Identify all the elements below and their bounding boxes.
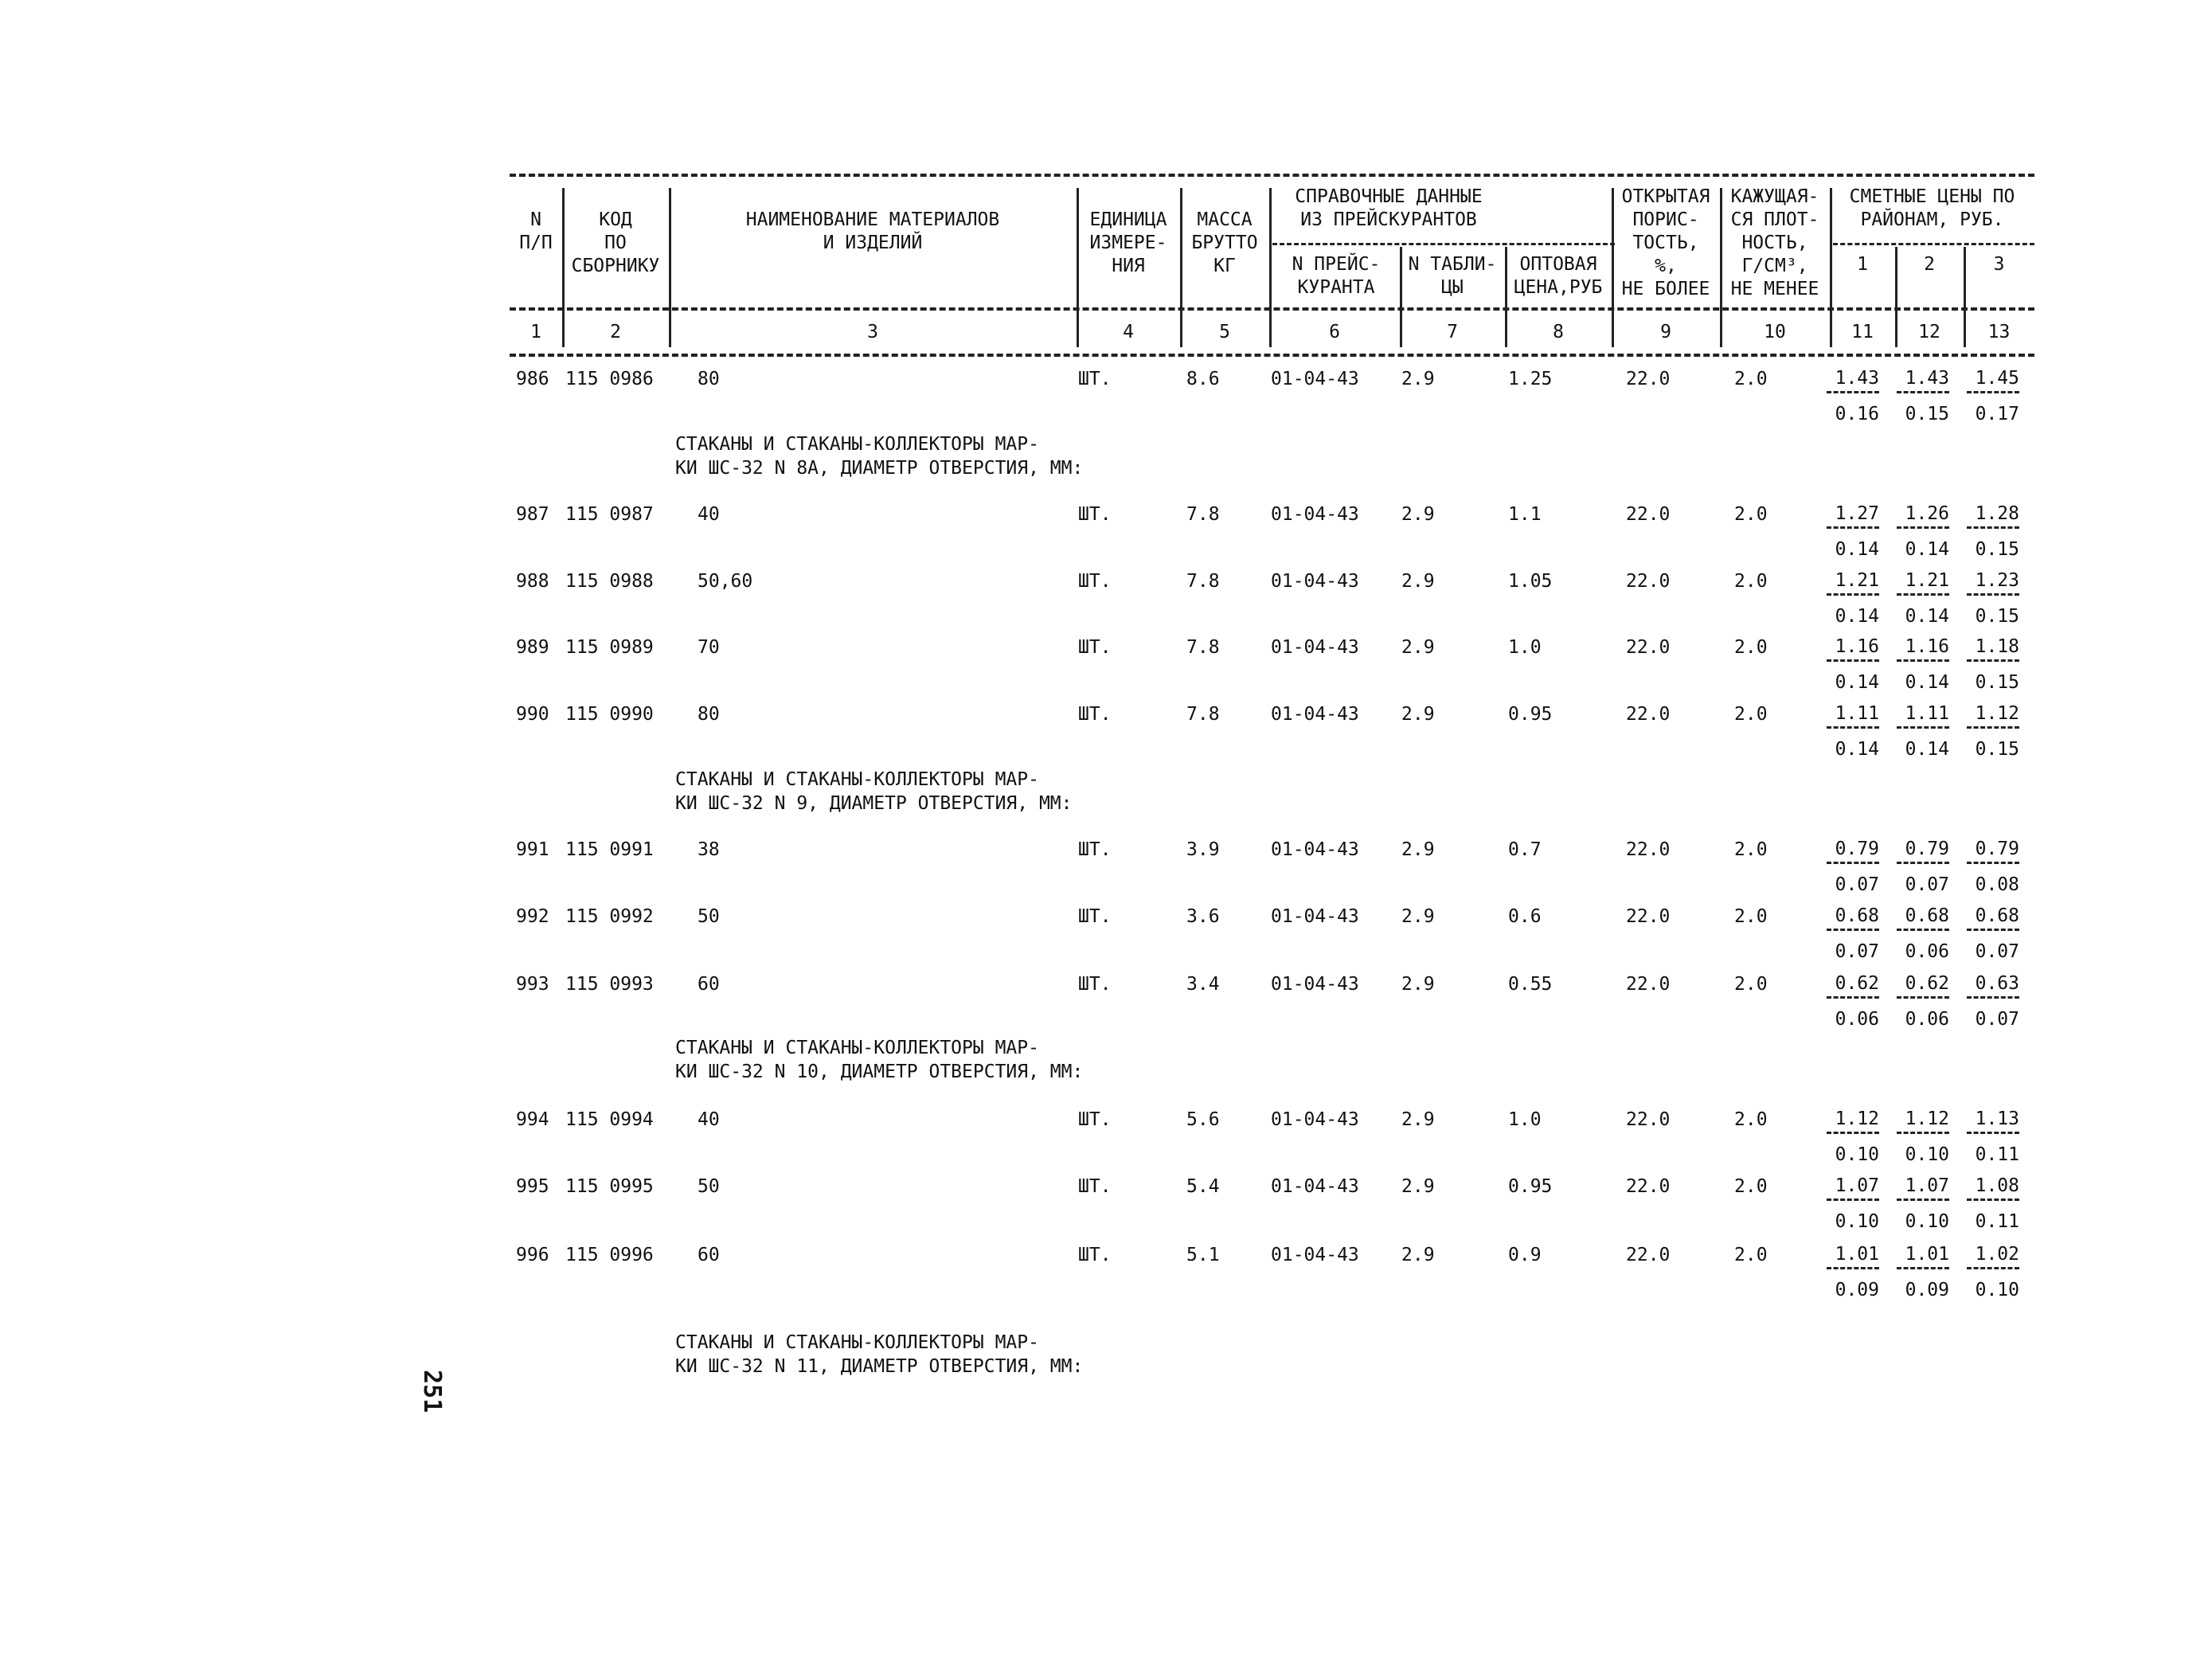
- price-supplement: 0.16: [1835, 404, 1879, 424]
- fraction-bar: [1827, 659, 1879, 662]
- region-price-2: [1886, 1108, 1949, 1166]
- cell-mass: 7.8: [1186, 571, 1220, 592]
- header-col-mass: МАССА БРУТТО КГ: [1191, 209, 1258, 276]
- price-supplement: 0.07: [1835, 941, 1879, 962]
- cell-porosity: 22.0: [1626, 974, 1671, 995]
- cell-unit: ШТ.: [1078, 1245, 1112, 1265]
- header-col-table: N ТАБЛИ- ЦЫ: [1408, 254, 1497, 298]
- cell-price: 0.55: [1508, 974, 1553, 995]
- cell-code: 115 0995: [565, 1176, 654, 1197]
- price-value: 1.16: [1835, 636, 1879, 657]
- region-price-1: [1815, 569, 1879, 628]
- cell-n: 995: [516, 1176, 549, 1197]
- price-value: 1.23: [1975, 570, 2019, 591]
- column-number: 8: [1553, 322, 1564, 342]
- price-supplement: 0.14: [1905, 606, 1949, 627]
- header-col-density: КАЖУЩАЯ- СЯ ПЛОТ- НОСТЬ, Г/СМ³, НЕ МЕНЕЕ: [1730, 186, 1819, 299]
- cell-unit: ШТ.: [1078, 974, 1112, 995]
- cell-price-list: 01-04-43: [1271, 1176, 1359, 1197]
- cell-name: 60: [698, 1245, 720, 1265]
- cell-name: 80: [698, 704, 720, 725]
- region-price-1: [1815, 905, 1879, 963]
- region-price-3: [1956, 1108, 2019, 1166]
- cell-price-list: 01-04-43: [1271, 1109, 1359, 1130]
- column-number: 9: [1660, 322, 1671, 342]
- cell-unit: ШТ.: [1078, 704, 1112, 725]
- numbers-bottom-rule: [510, 354, 2034, 357]
- region-price-3: [1956, 972, 2019, 1030]
- header-col-porosity: ОТКРЫТАЯ ПОРИС- ТОСТЬ, %, НЕ БОЛЕЕ: [1621, 186, 1710, 299]
- cell-name: 60: [698, 974, 720, 995]
- price-value: 1.26: [1905, 503, 1949, 524]
- cell-porosity: 22.0: [1626, 571, 1671, 592]
- price-supplement: 0.14: [1835, 606, 1879, 627]
- cell-name: 40: [698, 1109, 720, 1130]
- price-supplement: 0.15: [1905, 404, 1949, 424]
- header-col-name: НАИМЕНОВАНИЕ МАТЕРИАЛОВ И ИЗДЕЛИЙ: [745, 209, 1000, 253]
- price-supplement: 0.07: [1835, 874, 1879, 895]
- cell-code: 115 0987: [565, 504, 654, 525]
- cell-price-list: 01-04-43: [1271, 1245, 1359, 1265]
- cell-unit: ШТ.: [1078, 1176, 1112, 1197]
- region-price-1: [1815, 838, 1879, 896]
- cell-price-list: 01-04-43: [1271, 637, 1359, 658]
- cell-price: 0.95: [1508, 1176, 1553, 1197]
- cell-name: 70: [698, 637, 720, 658]
- fraction-bar: [1827, 1199, 1879, 1201]
- column-number: 7: [1447, 322, 1458, 342]
- cell-density: 2.0: [1734, 637, 1768, 658]
- cell-price: 1.0: [1508, 637, 1542, 658]
- region-price-1: [1815, 972, 1879, 1030]
- region-price-3: [1956, 838, 2019, 896]
- fraction-bar: [1967, 391, 2019, 393]
- cell-table: 2.9: [1401, 369, 1435, 389]
- price-supplement: 0.10: [1835, 1211, 1879, 1232]
- column-number: 2: [610, 322, 621, 342]
- cell-unit: ШТ.: [1078, 906, 1112, 927]
- cell-mass: 3.4: [1186, 974, 1220, 995]
- price-supplement: 0.10: [1905, 1211, 1949, 1232]
- section-heading: СТАКАНЫ И СТАКАНЫ-КОЛЛЕКТОРЫ МАР- КИ ШС-32 N 10, ДИАМЕТР ОТВЕРСТИЯ, ММ:: [675, 1038, 1084, 1082]
- header-region-2: 2: [1924, 254, 1935, 275]
- cell-table: 2.9: [1401, 839, 1435, 860]
- cell-mass: 8.6: [1186, 369, 1220, 389]
- price-value: 1.12: [1835, 1109, 1879, 1129]
- cell-density: 2.0: [1734, 504, 1768, 525]
- price-value: 1.08: [1975, 1175, 2019, 1196]
- price-supplement: 0.11: [1975, 1211, 2019, 1232]
- cell-price: 0.95: [1508, 704, 1553, 725]
- price-value: 0.68: [1975, 905, 2019, 926]
- region-price-1: [1815, 635, 1879, 694]
- fraction-bar: [1827, 862, 1879, 864]
- header-bottom-rule: [510, 307, 2034, 311]
- header-col-code: КОД ПО СБОРНИКУ: [571, 209, 660, 276]
- cell-density: 2.0: [1734, 906, 1768, 927]
- column-number: 3: [867, 322, 878, 342]
- price-value: 1.45: [1975, 368, 2019, 389]
- cell-code: 115 0996: [565, 1245, 654, 1265]
- region-price-1: [1815, 702, 1879, 761]
- price-supplement: 0.14: [1835, 672, 1879, 693]
- price-value: 0.79: [1835, 839, 1879, 859]
- region-price-2: [1886, 1243, 1949, 1301]
- price-value: 1.28: [1975, 503, 2019, 524]
- cell-unit: ШТ.: [1078, 839, 1112, 860]
- cell-n: 986: [516, 369, 549, 389]
- cell-mass: 3.6: [1186, 906, 1220, 927]
- cell-unit: ШТ.: [1078, 369, 1112, 389]
- price-value: 1.11: [1835, 703, 1879, 724]
- cell-density: 2.0: [1734, 839, 1768, 860]
- cell-density: 2.0: [1734, 1176, 1768, 1197]
- fraction-bar: [1827, 929, 1879, 931]
- price-supplement: 0.15: [1975, 606, 2019, 627]
- price-supplement: 0.09: [1905, 1280, 1949, 1300]
- cell-code: 115 0992: [565, 906, 654, 927]
- cell-n: 987: [516, 504, 549, 525]
- fraction-bar: [1897, 929, 1949, 931]
- cell-unit: ШТ.: [1078, 571, 1112, 592]
- group-ref-underline: [1272, 243, 1615, 245]
- price-value: 1.12: [1905, 1109, 1949, 1129]
- price-supplement: 0.11: [1975, 1144, 2019, 1165]
- cell-porosity: 22.0: [1626, 369, 1671, 389]
- fraction-bar: [1967, 1199, 2019, 1201]
- price-supplement: 0.15: [1975, 672, 2019, 693]
- cell-price-list: 01-04-43: [1271, 906, 1359, 927]
- cell-mass: 3.9: [1186, 839, 1220, 860]
- region-price-1: [1815, 502, 1879, 561]
- fraction-bar: [1897, 1132, 1949, 1134]
- cell-porosity: 22.0: [1626, 1176, 1671, 1197]
- fraction-bar: [1897, 391, 1949, 393]
- price-value: 1.27: [1835, 503, 1879, 524]
- cell-price: 1.1: [1508, 504, 1542, 525]
- cell-n: 991: [516, 839, 549, 860]
- fraction-bar: [1967, 526, 2019, 529]
- fraction-bar: [1897, 1267, 1949, 1269]
- column-number: 4: [1123, 322, 1134, 342]
- cell-price-list: 01-04-43: [1271, 704, 1359, 725]
- cell-mass: 7.8: [1186, 504, 1220, 525]
- cell-porosity: 22.0: [1626, 1245, 1671, 1265]
- cell-name: 80: [698, 369, 720, 389]
- column-number: 5: [1219, 322, 1230, 342]
- cell-name: 50: [698, 906, 720, 927]
- cell-table: 2.9: [1401, 1245, 1435, 1265]
- cell-price: 1.05: [1508, 571, 1553, 592]
- cell-density: 2.0: [1734, 571, 1768, 592]
- fraction-bar: [1827, 391, 1879, 393]
- price-value: 0.68: [1835, 905, 1879, 926]
- cell-density: 2.0: [1734, 704, 1768, 725]
- fraction-bar: [1967, 862, 2019, 864]
- region-price-3: [1956, 1243, 2019, 1301]
- price-value: 0.79: [1905, 839, 1949, 859]
- column-number: 1: [530, 322, 541, 342]
- price-supplement: 0.09: [1835, 1280, 1879, 1300]
- group-prices-underline: [1833, 243, 2034, 245]
- header-col-wholesale-price: ОПТОВАЯ ЦЕНА,РУБ: [1514, 254, 1603, 298]
- cell-density: 2.0: [1734, 1245, 1768, 1265]
- region-price-1: [1815, 1108, 1879, 1166]
- header-col-price-list: N ПРЕЙС- КУРАНТА: [1292, 254, 1381, 298]
- fraction-bar: [1967, 593, 2019, 596]
- price-value: 1.43: [1835, 368, 1879, 389]
- fraction-bar: [1897, 526, 1949, 529]
- cell-density: 2.0: [1734, 974, 1768, 995]
- price-value: 1.07: [1835, 1175, 1879, 1196]
- price-value: 1.21: [1905, 570, 1949, 591]
- section-heading: СТАКАНЫ И СТАКАНЫ-КОЛЛЕКТОРЫ МАР- КИ ШС-32 N 9, ДИАМЕТР ОТВЕРСТИЯ, ММ:: [675, 769, 1073, 814]
- fraction-bar: [1967, 1267, 2019, 1269]
- cell-mass: 5.4: [1186, 1176, 1220, 1197]
- fraction-bar: [1897, 726, 1949, 729]
- cell-unit: ШТ.: [1078, 637, 1112, 658]
- column-number: 6: [1329, 322, 1340, 342]
- region-price-3: [1956, 702, 2019, 761]
- column-number: 10: [1764, 322, 1786, 342]
- cell-price: 0.7: [1508, 839, 1542, 860]
- cell-mass: 5.6: [1186, 1109, 1220, 1130]
- price-supplement: 0.14: [1835, 539, 1879, 560]
- cell-table: 2.9: [1401, 906, 1435, 927]
- cell-table: 2.9: [1401, 571, 1435, 592]
- region-price-3: [1956, 367, 2019, 425]
- price-supplement: 0.06: [1905, 941, 1949, 962]
- cell-n: 996: [516, 1245, 549, 1265]
- region-price-2: [1886, 702, 1949, 761]
- fraction-bar: [1827, 726, 1879, 729]
- cell-table: 2.9: [1401, 1176, 1435, 1197]
- price-supplement: 0.14: [1905, 672, 1949, 693]
- price-supplement: 0.15: [1975, 539, 2019, 560]
- header-group-prices: СМЕТНЫЕ ЦЕНЫ ПО РАЙОНАМ, РУБ.: [1849, 186, 2015, 230]
- cell-n: 990: [516, 704, 549, 725]
- price-value: 0.79: [1975, 839, 2019, 859]
- cell-price-list: 01-04-43: [1271, 974, 1359, 995]
- price-value: 1.16: [1905, 636, 1949, 657]
- cell-name: 50: [698, 1176, 720, 1197]
- price-supplement: 0.07: [1975, 941, 2019, 962]
- cell-code: 115 0993: [565, 974, 654, 995]
- cell-price: 0.9: [1508, 1245, 1542, 1265]
- price-supplement: 0.17: [1975, 404, 2019, 424]
- price-supplement: 0.10: [1905, 1144, 1949, 1165]
- cell-mass: 5.1: [1186, 1245, 1220, 1265]
- price-value: 0.63: [1975, 973, 2019, 994]
- fraction-bar: [1827, 1267, 1879, 1269]
- region-price-3: [1956, 569, 2019, 628]
- header-region-3: 3: [1993, 254, 2005, 275]
- fraction-bar: [1967, 929, 2019, 931]
- fraction-bar: [1827, 526, 1879, 529]
- header-col-number: N П/П: [519, 209, 553, 253]
- price-value: 1.01: [1905, 1244, 1949, 1265]
- page-number: 251: [418, 1370, 446, 1414]
- fraction-bar: [1967, 1132, 2019, 1134]
- cell-unit: ШТ.: [1078, 504, 1112, 525]
- price-value: 1.13: [1975, 1109, 2019, 1129]
- region-price-2: [1886, 569, 1949, 628]
- cell-code: 115 0989: [565, 637, 654, 658]
- fraction-bar: [1897, 1199, 1949, 1201]
- price-supplement: 0.07: [1905, 874, 1949, 895]
- cell-name: 50,60: [698, 571, 753, 592]
- region-price-2: [1886, 635, 1949, 694]
- cell-price-list: 01-04-43: [1271, 369, 1359, 389]
- cell-mass: 7.8: [1186, 704, 1220, 725]
- cell-name: 40: [698, 504, 720, 525]
- cell-n: 988: [516, 571, 549, 592]
- cell-n: 994: [516, 1109, 549, 1130]
- table-top-rule: [510, 174, 2034, 177]
- cell-table: 2.9: [1401, 637, 1435, 658]
- price-value: 1.43: [1905, 368, 1949, 389]
- fraction-bar: [1897, 593, 1949, 596]
- region-price-3: [1956, 905, 2019, 963]
- fraction-bar: [1967, 726, 2019, 729]
- price-supplement: 0.08: [1975, 874, 2019, 895]
- price-supplement: 0.10: [1975, 1280, 2019, 1300]
- region-price-2: [1886, 905, 1949, 963]
- cell-price-list: 01-04-43: [1271, 571, 1359, 592]
- price-supplement: 0.06: [1835, 1009, 1879, 1030]
- cell-unit: ШТ.: [1078, 1109, 1112, 1130]
- price-supplement: 0.10: [1835, 1144, 1879, 1165]
- cell-table: 2.9: [1401, 974, 1435, 995]
- fraction-bar: [1897, 862, 1949, 864]
- fraction-bar: [1827, 996, 1879, 999]
- fraction-bar: [1897, 996, 1949, 999]
- region-price-2: [1886, 972, 1949, 1030]
- cell-table: 2.9: [1401, 1109, 1435, 1130]
- cell-n: 992: [516, 906, 549, 927]
- cell-porosity: 22.0: [1626, 637, 1671, 658]
- header-group-reference: СПРАВОЧНЫЕ ДАННЫЕ ИЗ ПРЕЙСКУРАНТОВ: [1295, 186, 1483, 230]
- cell-code: 115 0991: [565, 839, 654, 860]
- price-supplement: 0.15: [1975, 739, 2019, 760]
- cell-density: 2.0: [1734, 369, 1768, 389]
- price-value: 0.62: [1905, 973, 1949, 994]
- cell-price: 1.0: [1508, 1109, 1542, 1130]
- price-value: 1.11: [1905, 703, 1949, 724]
- price-supplement: 0.06: [1905, 1009, 1949, 1030]
- region-price-2: [1886, 502, 1949, 561]
- cell-code: 115 0990: [565, 704, 654, 725]
- cell-code: 115 0986: [565, 369, 654, 389]
- section-heading: СТАКАНЫ И СТАКАНЫ-КОЛЛЕКТОРЫ МАР- КИ ШС-32 N 11, ДИАМЕТР ОТВЕРСТИЯ, ММ:: [675, 1332, 1084, 1377]
- cell-code: 115 0994: [565, 1109, 654, 1130]
- region-price-1: [1815, 1175, 1879, 1233]
- cell-porosity: 22.0: [1626, 1109, 1671, 1130]
- region-price-3: [1956, 502, 2019, 561]
- region-price-3: [1956, 1175, 2019, 1233]
- price-value: 1.02: [1975, 1244, 2019, 1265]
- cell-name: 38: [698, 839, 720, 860]
- fraction-bar: [1967, 996, 2019, 999]
- cell-porosity: 22.0: [1626, 906, 1671, 927]
- price-value: 0.68: [1905, 905, 1949, 926]
- price-value: 1.12: [1975, 703, 2019, 724]
- column-number: 12: [1918, 322, 1940, 342]
- region-price-2: [1886, 367, 1949, 425]
- cell-porosity: 22.0: [1626, 704, 1671, 725]
- price-supplement: 0.14: [1835, 739, 1879, 760]
- price-value: 1.21: [1835, 570, 1879, 591]
- header-col-unit: ЕДИНИЦА ИЗМЕРЕ- НИЯ: [1089, 209, 1167, 276]
- price-value: 1.01: [1835, 1244, 1879, 1265]
- cell-table: 2.9: [1401, 704, 1435, 725]
- fraction-bar: [1827, 593, 1879, 596]
- cell-porosity: 22.0: [1626, 839, 1671, 860]
- cell-price-list: 01-04-43: [1271, 504, 1359, 525]
- section-heading: СТАКАНЫ И СТАКАНЫ-КОЛЛЕКТОРЫ МАР- КИ ШС-32 N 8А, ДИАМЕТР ОТВЕРСТИЯ, ММ:: [675, 434, 1084, 479]
- price-value: 0.62: [1835, 973, 1879, 994]
- column-number: 11: [1851, 322, 1874, 342]
- region-price-2: [1886, 838, 1949, 896]
- region-price-1: [1815, 367, 1879, 425]
- cell-price-list: 01-04-43: [1271, 839, 1359, 860]
- region-price-1: [1815, 1243, 1879, 1301]
- fraction-bar: [1897, 659, 1949, 662]
- cell-price: 0.6: [1508, 906, 1542, 927]
- region-price-3: [1956, 635, 2019, 694]
- price-supplement: 0.14: [1905, 539, 1949, 560]
- price-supplement: 0.07: [1975, 1009, 2019, 1030]
- cell-table: 2.9: [1401, 504, 1435, 525]
- cell-code: 115 0988: [565, 571, 654, 592]
- cell-porosity: 22.0: [1626, 504, 1671, 525]
- fraction-bar: [1967, 659, 2019, 662]
- cell-density: 2.0: [1734, 1109, 1768, 1130]
- cell-n: 993: [516, 974, 549, 995]
- price-value: 1.18: [1975, 636, 2019, 657]
- cell-mass: 7.8: [1186, 637, 1220, 658]
- price-supplement: 0.14: [1905, 739, 1949, 760]
- cell-n: 989: [516, 637, 549, 658]
- region-price-2: [1886, 1175, 1949, 1233]
- header-region-1: 1: [1857, 254, 1868, 275]
- cell-price: 1.25: [1508, 369, 1553, 389]
- column-number: 13: [1987, 322, 2011, 342]
- price-value: 1.07: [1905, 1175, 1949, 1196]
- fraction-bar: [1827, 1132, 1879, 1134]
